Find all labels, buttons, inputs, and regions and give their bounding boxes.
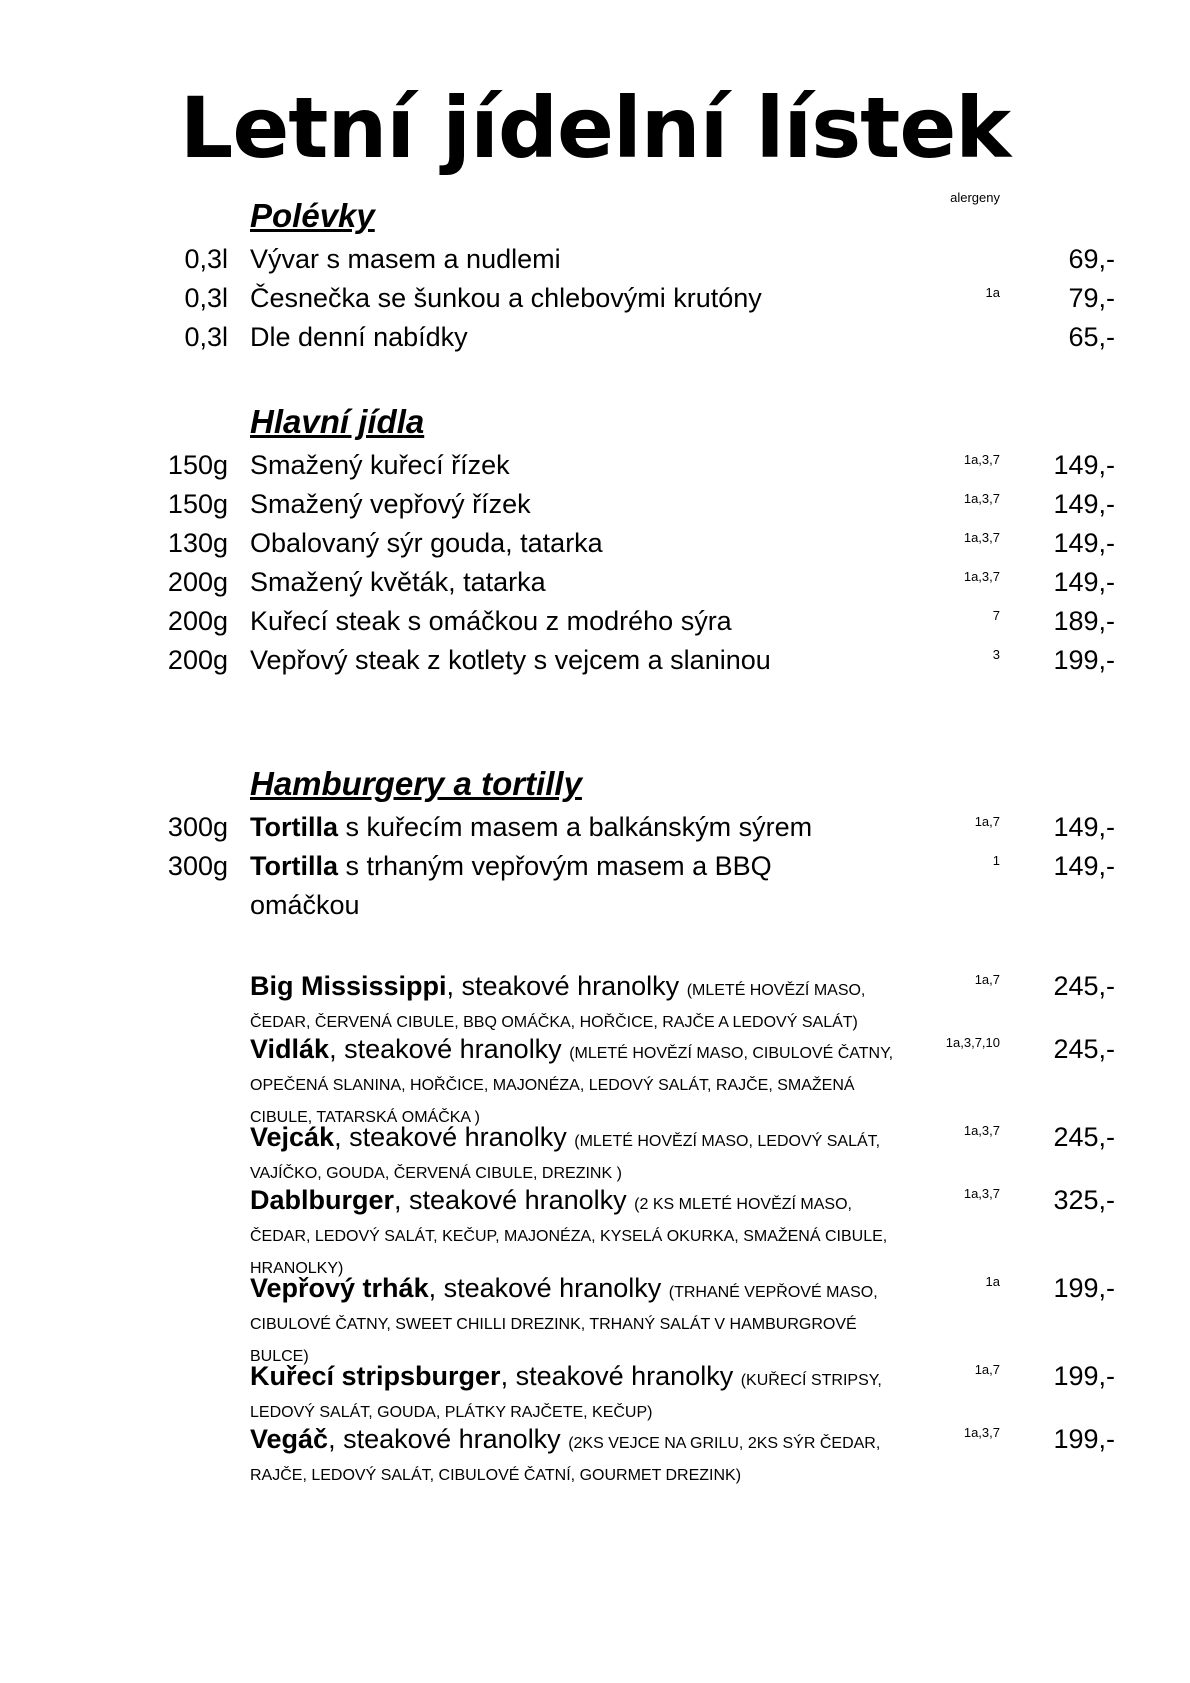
item-name-bold: Vidlák (250, 1034, 330, 1064)
item-price: 189,- (1053, 606, 1115, 636)
item-name-rest: , steakové hranolky (328, 1424, 569, 1454)
item-price: 245,- (1053, 971, 1115, 1001)
item-price: 325,- (1053, 1185, 1115, 1215)
menu-item-main (0, 446, 1190, 485)
item-price: 245,- (1053, 1034, 1115, 1064)
item-name-bold: Big Mississippi (250, 971, 447, 1001)
item-price: 245,- (1053, 1122, 1115, 1152)
item-allergens: 1a,3,7 (963, 569, 1000, 584)
item-name: Česnečka se šunkou a chlebovými krutóny (250, 283, 762, 313)
item-allergens: 1a,3,7 (963, 530, 1000, 545)
section-title-soups: Polévky (250, 197, 375, 234)
item-ingredients: (TRHANÉ VEPŘOVÉ MASO, CIBULOVÉ ČATNY, SWEET CHILLI DREZINK, TRHANÝ SALÁT V HAMBURGROVÉ BULCE) (250, 1284, 878, 1365)
item-quantity: 0,3l (184, 322, 228, 352)
item-quantity: 300g (167, 851, 228, 881)
item-quantity: 150g (167, 489, 228, 519)
item-price: 199,- (1053, 1273, 1115, 1303)
item-price: 199,- (1053, 1361, 1115, 1391)
item-price: 149,- (1053, 851, 1115, 881)
item-ingredients: (MLETÉ HOVĚZÍ MASO, LEDOVÝ SALÁT, VAJÍČKO, GOUDA, ČERVENÁ CIBULE, DREZINK ) (250, 1133, 881, 1182)
item-price: 149,- (1053, 489, 1115, 519)
item-price: 79,- (1068, 283, 1115, 313)
item-quantity: 0,3l (184, 244, 228, 274)
item-name-bold: Vegáč (250, 1424, 329, 1454)
menu-item-main (0, 602, 1190, 641)
menu-item-soup (0, 240, 1190, 279)
item-price: 199,- (1053, 1424, 1115, 1454)
section-title-mains: Hlavní jídla (250, 403, 425, 440)
item-allergens: 1a,3,7 (963, 1425, 1000, 1440)
item-quantity: 200g (167, 645, 228, 675)
item-name-bold: Vepřový trhák (250, 1273, 429, 1303)
item-description (250, 972, 910, 1036)
item-price: 149,- (1053, 528, 1115, 558)
menu-item-main (0, 524, 1190, 563)
item-price: 199,- (1053, 645, 1115, 675)
item-ingredients: (MLETÉ HOVĚZÍ MASO, ČEDAR, ČERVENÁ CIBULE, BBQ OMÁČKA, HOŘČICE, RAJČE A LEDOVÝ SALÁT) (250, 982, 866, 1031)
item-allergens: 1a,3,7 (963, 1123, 1000, 1138)
item-ingredients: (2KS VEJCE NA GRILU, 2KS SÝR ČEDAR, RAJČE, LEDOVÝ SALÁT, CIBULOVÉ ČATNÍ, GOURMET DREZINK) (250, 1435, 881, 1484)
item-description (250, 1274, 910, 1370)
item-allergens: 7 (992, 608, 1000, 623)
item-allergens: 1a,7 (974, 972, 1000, 987)
item-name-rest: , steakové hranolky (428, 1273, 669, 1303)
item-description (250, 1425, 910, 1489)
item-description (250, 1362, 910, 1426)
item-name-rest: , steakové hranolky (329, 1034, 570, 1064)
item-quantity: 200g (167, 567, 228, 597)
item-description (250, 1123, 910, 1187)
item-name (250, 808, 870, 847)
item-name-rest: s trhaným vepřovým masem a BBQ omáčkou (250, 851, 772, 920)
item-name: Vepřový steak z kotlety s vejcem a slaninou (250, 645, 771, 675)
item-description (250, 1186, 910, 1282)
item-name-rest: , steakové hranolky (446, 971, 687, 1001)
item-name: Dle denní nabídky (250, 322, 468, 352)
item-price: 65,- (1068, 322, 1115, 352)
item-allergens: 1a,3,7 (963, 1186, 1000, 1201)
section-title-burgers: Hamburgery a tortilly (250, 765, 582, 802)
item-price: 149,- (1053, 450, 1115, 480)
item-quantity: 0,3l (184, 283, 228, 313)
item-name: Smažený kuřecí řízek (250, 450, 510, 480)
item-name: Obalovaný sýr gouda, tatarka (250, 528, 603, 558)
item-name-rest: , steakové hranolky (394, 1185, 635, 1215)
item-name: Kuřecí steak s omáčkou z modrého sýra (250, 606, 732, 636)
menu-item-soup (0, 279, 1190, 318)
item-allergens: 3 (992, 647, 1000, 662)
item-allergens: 1a,3,7 (963, 491, 1000, 506)
item-name-bold: Tortilla (250, 851, 339, 881)
item-name-rest: , steakové hranolky (334, 1122, 575, 1152)
item-name (250, 847, 820, 925)
item-name-bold: Tortilla (250, 812, 339, 842)
item-price: 149,- (1053, 812, 1115, 842)
item-name: Smažený květák, tatarka (250, 567, 546, 597)
item-name-rest: , steakové hranolky (500, 1361, 741, 1391)
item-ingredients: (2 KS MLETÉ HOVĚZÍ MASO, ČEDAR, LEDOVÝ SALÁT, KEČUP, MAJONÉZA, KYSELÁ OKURKA, SMAŽENÁ CIBULE, HRANOLKY) (250, 1196, 888, 1277)
item-name: Vývar s masem a nudlemi (250, 244, 561, 274)
item-allergens: 1a,3,7 (963, 452, 1000, 467)
item-name: Smažený vepřový řízek (250, 489, 531, 519)
item-allergens: 1a (985, 285, 1000, 300)
menu-item-tortilla (0, 808, 1190, 847)
item-allergens: 1a,7 (974, 1362, 1000, 1377)
menu-title: Letní jídelní lístek (179, 79, 1011, 177)
item-name-bold: Kuřecí stripsburger (250, 1361, 501, 1391)
item-price: 69,- (1068, 244, 1115, 274)
item-quantity: 130g (167, 528, 228, 558)
item-allergens: 1a (985, 1274, 1000, 1289)
menu-item-tortilla (0, 847, 1190, 925)
item-quantity: 150g (167, 450, 228, 480)
item-ingredients: (MLETÉ HOVĚZÍ MASO, CIBULOVÉ ČATNY, OPEČENÁ SLANINA, HOŘČICE, MAJONÉZA, LEDOVÝ SALÁT, RAJČE, SMAŽENÁ CIBULE, TATARSKÁ OMÁČKA ) (250, 1045, 894, 1126)
item-name-bold: Vejcák (250, 1122, 335, 1152)
menu-item-main (0, 485, 1190, 524)
item-quantity: 300g (167, 812, 228, 842)
item-name-bold: Dablburger (250, 1185, 395, 1215)
item-quantity: 200g (167, 606, 228, 636)
item-allergens: 1a,3,7,10 (945, 1035, 1000, 1050)
item-allergens: 1a,7 (974, 814, 1000, 829)
menu-item-main (0, 563, 1190, 602)
allergen-column-header: alergeny (950, 190, 1000, 205)
item-ingredients: (KUŘECÍ STRIPSY, LEDOVÝ SALÁT, GOUDA, PLÁTKY RAJČETE, KEČUP) (250, 1372, 882, 1421)
item-description (250, 1035, 910, 1131)
item-name-rest: s kuřecím masem a balkánským sýrem (338, 812, 813, 842)
menu-item-main (0, 641, 1190, 680)
item-price: 149,- (1053, 567, 1115, 597)
item-allergens: 1 (992, 853, 1000, 868)
menu-item-soup (0, 318, 1190, 357)
